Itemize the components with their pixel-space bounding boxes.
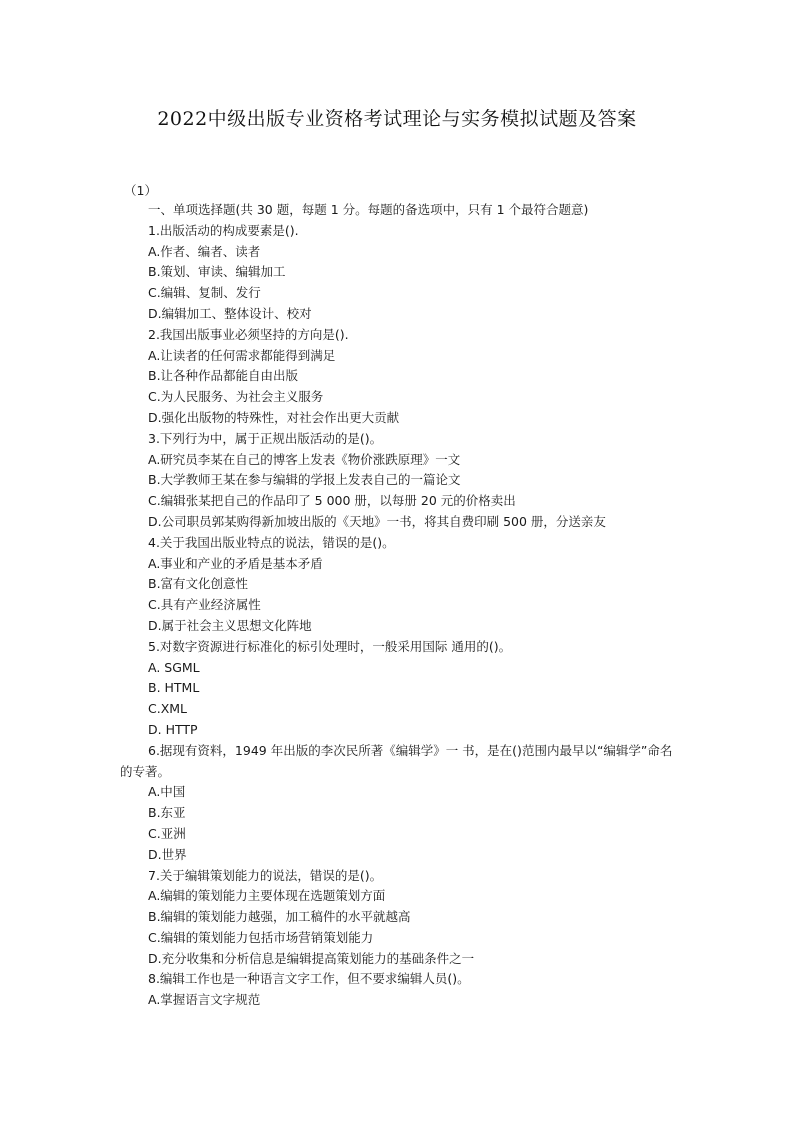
document-body xyxy=(120,200,680,1011)
question-text: 5.对数字资源进行标准化的标引处理时，一般采用国际 通用的()。 xyxy=(148,638,512,654)
question-text: 1.出版活动的构成要素是(). xyxy=(148,222,299,238)
question-text: 7.关于编辑策划能力的说法，错误的是()。 xyxy=(148,867,383,883)
answer-option: A. SGML xyxy=(148,659,200,675)
answer-option: C.编辑、复制、发行 xyxy=(148,285,261,301)
question-text: 6.据现有资料，1949 年出版的李次民所著《编辑学》一 书，是在()范围内最早以“编辑学”命名的专著。 xyxy=(120,742,673,779)
answer-option: A.中国 xyxy=(148,784,186,800)
answer-option: B.编辑的策划能力越强，加工稿件的水平就越高 xyxy=(148,909,411,925)
answer-option: A.掌握语言文字规范 xyxy=(148,992,261,1008)
question-text: 2.我国出版事业必须坚持的方向是(). xyxy=(148,326,349,342)
question-text: 8.编辑工作也是一种语言文字工作，但不要求编辑人员()。 xyxy=(148,971,470,987)
answer-option: C.编辑张某把自己的作品印了 5 000 册，以每册 20 元的价格卖出 xyxy=(148,493,516,509)
answer-option: A.作者、编者、读者 xyxy=(148,243,261,259)
answer-option: D.公司职员郭某购得新加坡出版的《天地》一书，将其自费印刷 500 册，分送亲友 xyxy=(148,513,606,529)
answer-option: D.充分收集和分析信息是编辑提高策划能力的基础条件之一 xyxy=(148,950,475,966)
answer-option: B. HTML xyxy=(148,680,200,696)
question-text: 4.关于我国出版业特点的说法，错误的是()。 xyxy=(148,534,395,550)
answer-option: D.强化出版物的特殊性，对社会作出更大贡献 xyxy=(148,409,400,425)
answer-option: A.研究员李某在自己的博客上发表《物价涨跌原理》一文 xyxy=(148,451,461,467)
section-marker: （1） xyxy=(124,183,157,198)
answer-option: C.XML xyxy=(148,701,188,717)
answer-option: C.编辑的策划能力包括市场营销策划能力 xyxy=(148,929,374,945)
answer-option: A.编辑的策划能力主要体现在选题策划方面 xyxy=(148,888,386,904)
answer-option: A.事业和产业的矛盾是基本矛盾 xyxy=(148,555,323,571)
answer-option: B.大学教师王某在参与编辑的学报上发表自己的一篇论文 xyxy=(148,472,461,488)
answer-option: C.亚洲 xyxy=(148,825,186,841)
answer-option: B.富有文化创意性 xyxy=(148,576,249,592)
answer-option: D. HTTP xyxy=(148,721,198,737)
answer-option: B.让各种作品都能自由出版 xyxy=(148,368,299,384)
page-title: 2022中级出版专业资格考试理论与实务模拟试题及答案 xyxy=(157,108,637,130)
answer-option: C.为人民服务、为社会主义服务 xyxy=(148,389,324,405)
section-heading: 一、单项选择题(共 30 题，每题 1 分。每题的备选项中，只有 1 个最符合题意) xyxy=(148,202,589,217)
answer-option: D.世界 xyxy=(148,846,187,862)
answer-option: D.编辑加工、整体设计、校对 xyxy=(148,305,312,321)
answer-option: B.东亚 xyxy=(148,805,186,821)
answer-option: C.具有产业经济属性 xyxy=(148,597,261,613)
answer-option: A.让读者的任何需求都能得到满足 xyxy=(148,347,336,363)
answer-option: B.策划、审读、编辑加工 xyxy=(148,264,286,280)
answer-option: D.属于社会主义思想文化阵地 xyxy=(148,617,312,633)
question-text: 3.下列行为中，属于正规出版活动的是()。 xyxy=(148,430,383,446)
